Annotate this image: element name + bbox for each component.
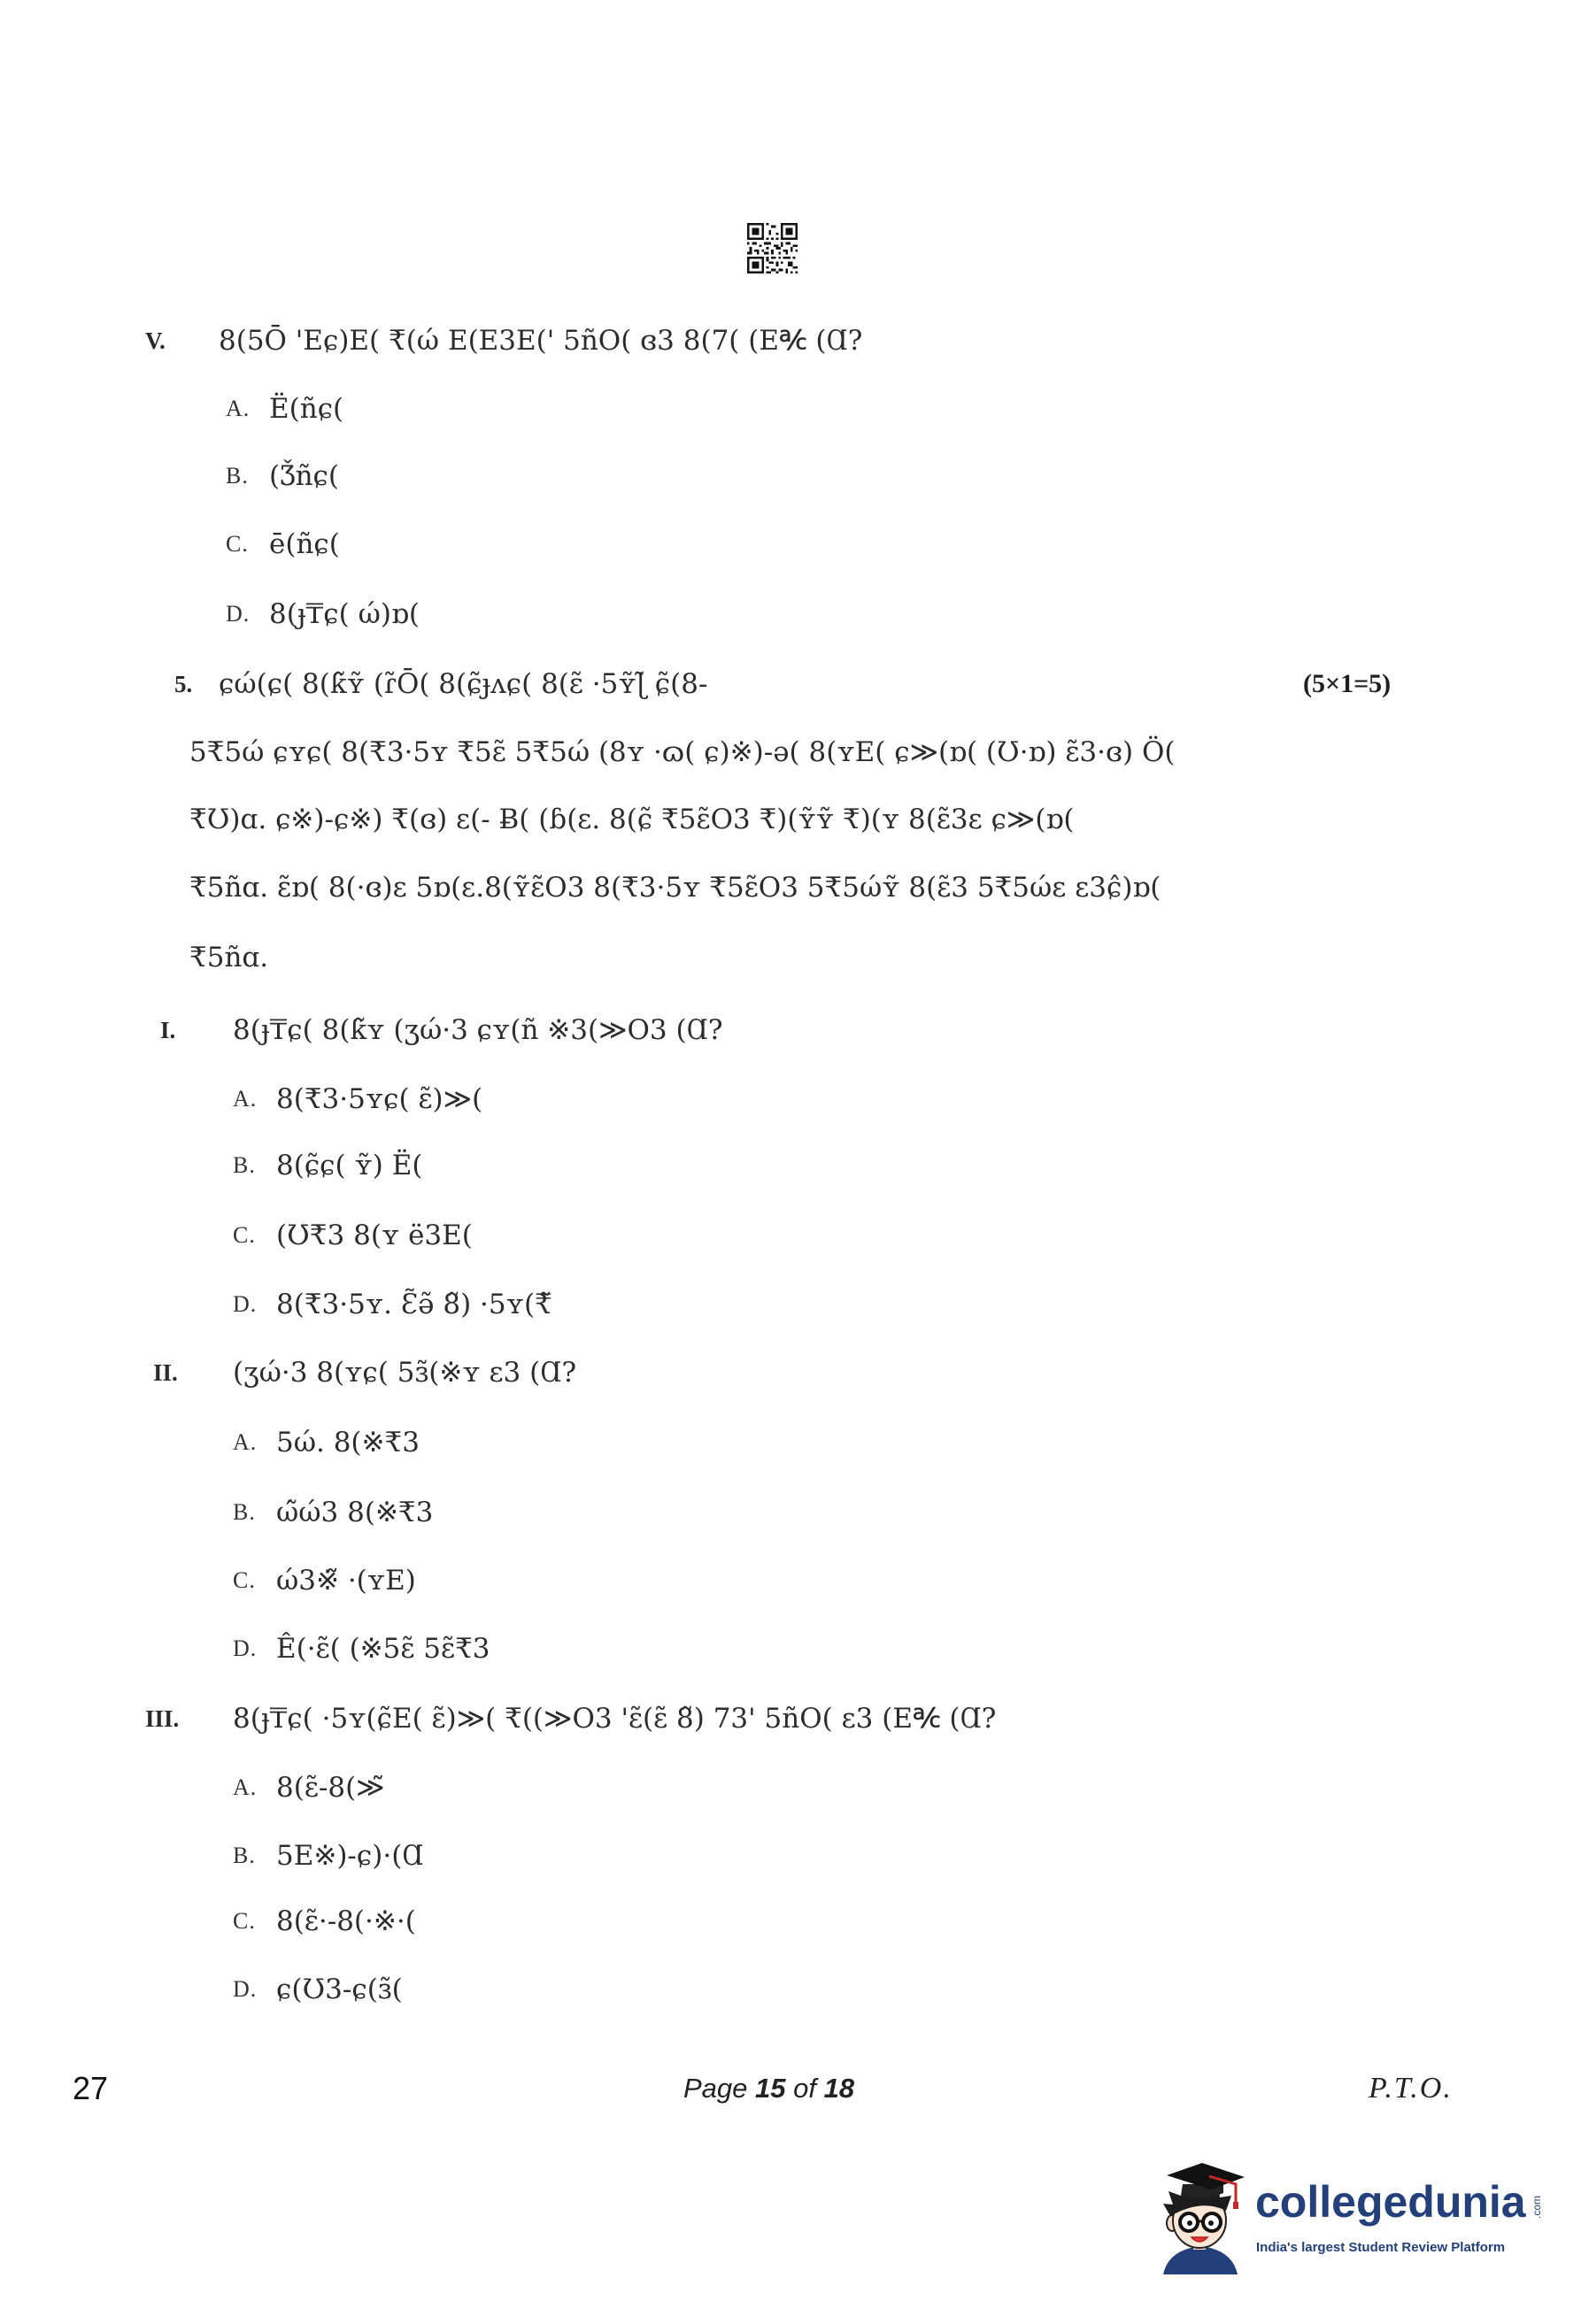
option-text: 8(₹3·5ʏ. Ɛ̃ə̃ 8̃) ·5ʏ(₹̃ [276, 1289, 552, 1320]
option-label: B. [226, 463, 249, 489]
sub-question-number: II. [153, 1359, 178, 1386]
option-label: C. [226, 531, 249, 557]
please-turn-over: P.T.O. [1369, 2072, 1453, 2105]
option-text: 8(ɛ̃-8(≫̃ [276, 1772, 385, 1804]
page-total: 18 [823, 2073, 855, 2104]
question-number: V. [145, 327, 166, 354]
mascot-tassel-end [1233, 2202, 1238, 2209]
sub-question-number: III. [145, 1705, 180, 1732]
passage-line: ₹Ʊ)ɑ. ɕ※)-ɕ※) ₹(ɞ) ɛ(- Ƀ( (ɓ(ɛ. 8(ɕ̃ ₹5ɛ̃O3 ₹)(ʏ̃ʏ̃ ₹)(ʏ 8(ɛ̃3ɛ ɕ≫(ɒ( [189, 804, 1075, 835]
option-text: Ê(·ɛ̃( (※5ɛ̃ 5ɛ̃₹3 [276, 1633, 490, 1665]
brand-tagline: India's largest Student Review Platform [1256, 2240, 1506, 2255]
option-text: (Ǯñɕ( [269, 460, 340, 492]
option-label: D. [233, 1635, 258, 1661]
sub-question-text: (ʒώ·3 8(ʏɕ( 5ɜ̃(※ʏ ɛ3 (Ɑ? [233, 1357, 577, 1389]
option-label: A. [233, 1774, 258, 1800]
paper-code: 27 [73, 2070, 109, 2106]
option-label: A. [233, 1429, 258, 1455]
sub-question-text: 8(ɟ₸ɕ( 8(ƙ̃ʏ (ʒώ·3 ɕʏ(ñ ※3(≫O3 (Ɑ? [233, 1014, 723, 1046]
option-text: 8(₹3·5ʏɕ( ɛ̃)≫( [276, 1083, 483, 1115]
sub-question-number: I. [160, 1017, 176, 1043]
option-label: B. [233, 1499, 256, 1525]
passage-line: 5₹5ώ ɕʏɕ( 8(₹3·5ʏ ₹5ɛ̃ 5₹5ώ (8ʏ ·ɷ( ɕ)※)-ə( 8(ʏE( ɕ≫(ɒ( (Ʊ·ɒ) ɛ̃3·ɞ) Ö( [189, 736, 1176, 768]
passage-line: ₹5ñɑ. ɛ̃ɒ( 8(·ɞ)ɛ 5ɒ(ɛ.8(ʏ̃ɛ̃O3 8(₹3·5ʏ ₹5ɛ̃O3 5₹5ώʏ̃ 8(ɛ̃3 5₹5ώɛ ɛ3ɕ̂)ɒ( [189, 872, 1161, 904]
marks-allotted: (5×1=5) [1303, 669, 1392, 698]
option-label: A. [226, 396, 251, 421]
option-text: 5E※)-ɕ)·(Ɑ [276, 1840, 424, 1872]
option-label: D. [233, 1976, 258, 2002]
option-label: D. [233, 1291, 258, 1317]
option-text: ē(ñɕ( [269, 528, 340, 560]
mascot-shirt [1163, 2246, 1238, 2274]
option-text: 8(ɕ̃ɕ( ʏ̃) Ë( [276, 1150, 423, 1181]
option-label: A. [233, 1086, 258, 1112]
question-text: 8(5Ō 'Eɕ)E( ₹(ώ E(E3E(' 5ñO( ɞ3 8(7( (E℀ (Ɑ? [219, 325, 863, 357]
option-label: C. [233, 1908, 256, 1934]
page-indicator [683, 2067, 854, 2110]
of-word: of [793, 2073, 816, 2104]
qr-code-icon [747, 223, 798, 273]
option-label: B. [233, 1843, 256, 1868]
option-label: B. [233, 1152, 256, 1178]
option-text: ώ̃ώ3 8(※₹3 [276, 1497, 434, 1528]
option-text: ώ3※̃ ·(ʏE) [276, 1565, 416, 1597]
option-text: 5ώ. 8(※₹3 [276, 1427, 420, 1458]
option-text: Ë(ñɕ( [269, 393, 344, 425]
option-label: C. [233, 1567, 256, 1593]
brand-tld: .com [1531, 2196, 1543, 2220]
passage-line: ₹5ñɑ. [189, 942, 269, 973]
page-word: Page [683, 2073, 748, 2104]
option-text: 8(ɛ̃·-8(·※·( [276, 1905, 416, 1937]
question-number: 5. [174, 671, 193, 697]
brand-name: collegedunia [1255, 2177, 1526, 2227]
student-mascot-icon [1147, 2151, 1253, 2274]
option-label: C. [233, 1222, 256, 1248]
mascot-eye-left [1187, 2220, 1192, 2226]
mascot-cap-board [1167, 2163, 1245, 2189]
option-label: D. [226, 601, 251, 627]
passage-intro: ɕώ(ɕ( 8(ƙ̃ʏ̃ (ɾ̃Ō( 8(ɕ̃ɟᴧɕ( 8(ɛ̃ ·5ʏ̃ɭ̃ ɕ̃(8- [219, 668, 708, 700]
sub-question-text: 8(ɟ₸ɕ( ·5ʏ(ɕ̃E( ɛ̃)≫( ₹((≫O3 'ɛ̃(ɛ̃ 8̃) 73' 5ñO( ɛ3 (E℀ (Ɑ? [233, 1703, 997, 1735]
option-text: (Ʊ₹3 8(ʏ ë3E( [276, 1220, 473, 1251]
page-number: 15 [755, 2073, 786, 2104]
option-text: 8(ɟ₸ɕ( ώ)ɒ( [269, 598, 420, 630]
option-text: ɕ(Ʊ3-ɕ(ɜ̃( [276, 1974, 403, 2005]
mascot-eye-right [1208, 2220, 1214, 2226]
